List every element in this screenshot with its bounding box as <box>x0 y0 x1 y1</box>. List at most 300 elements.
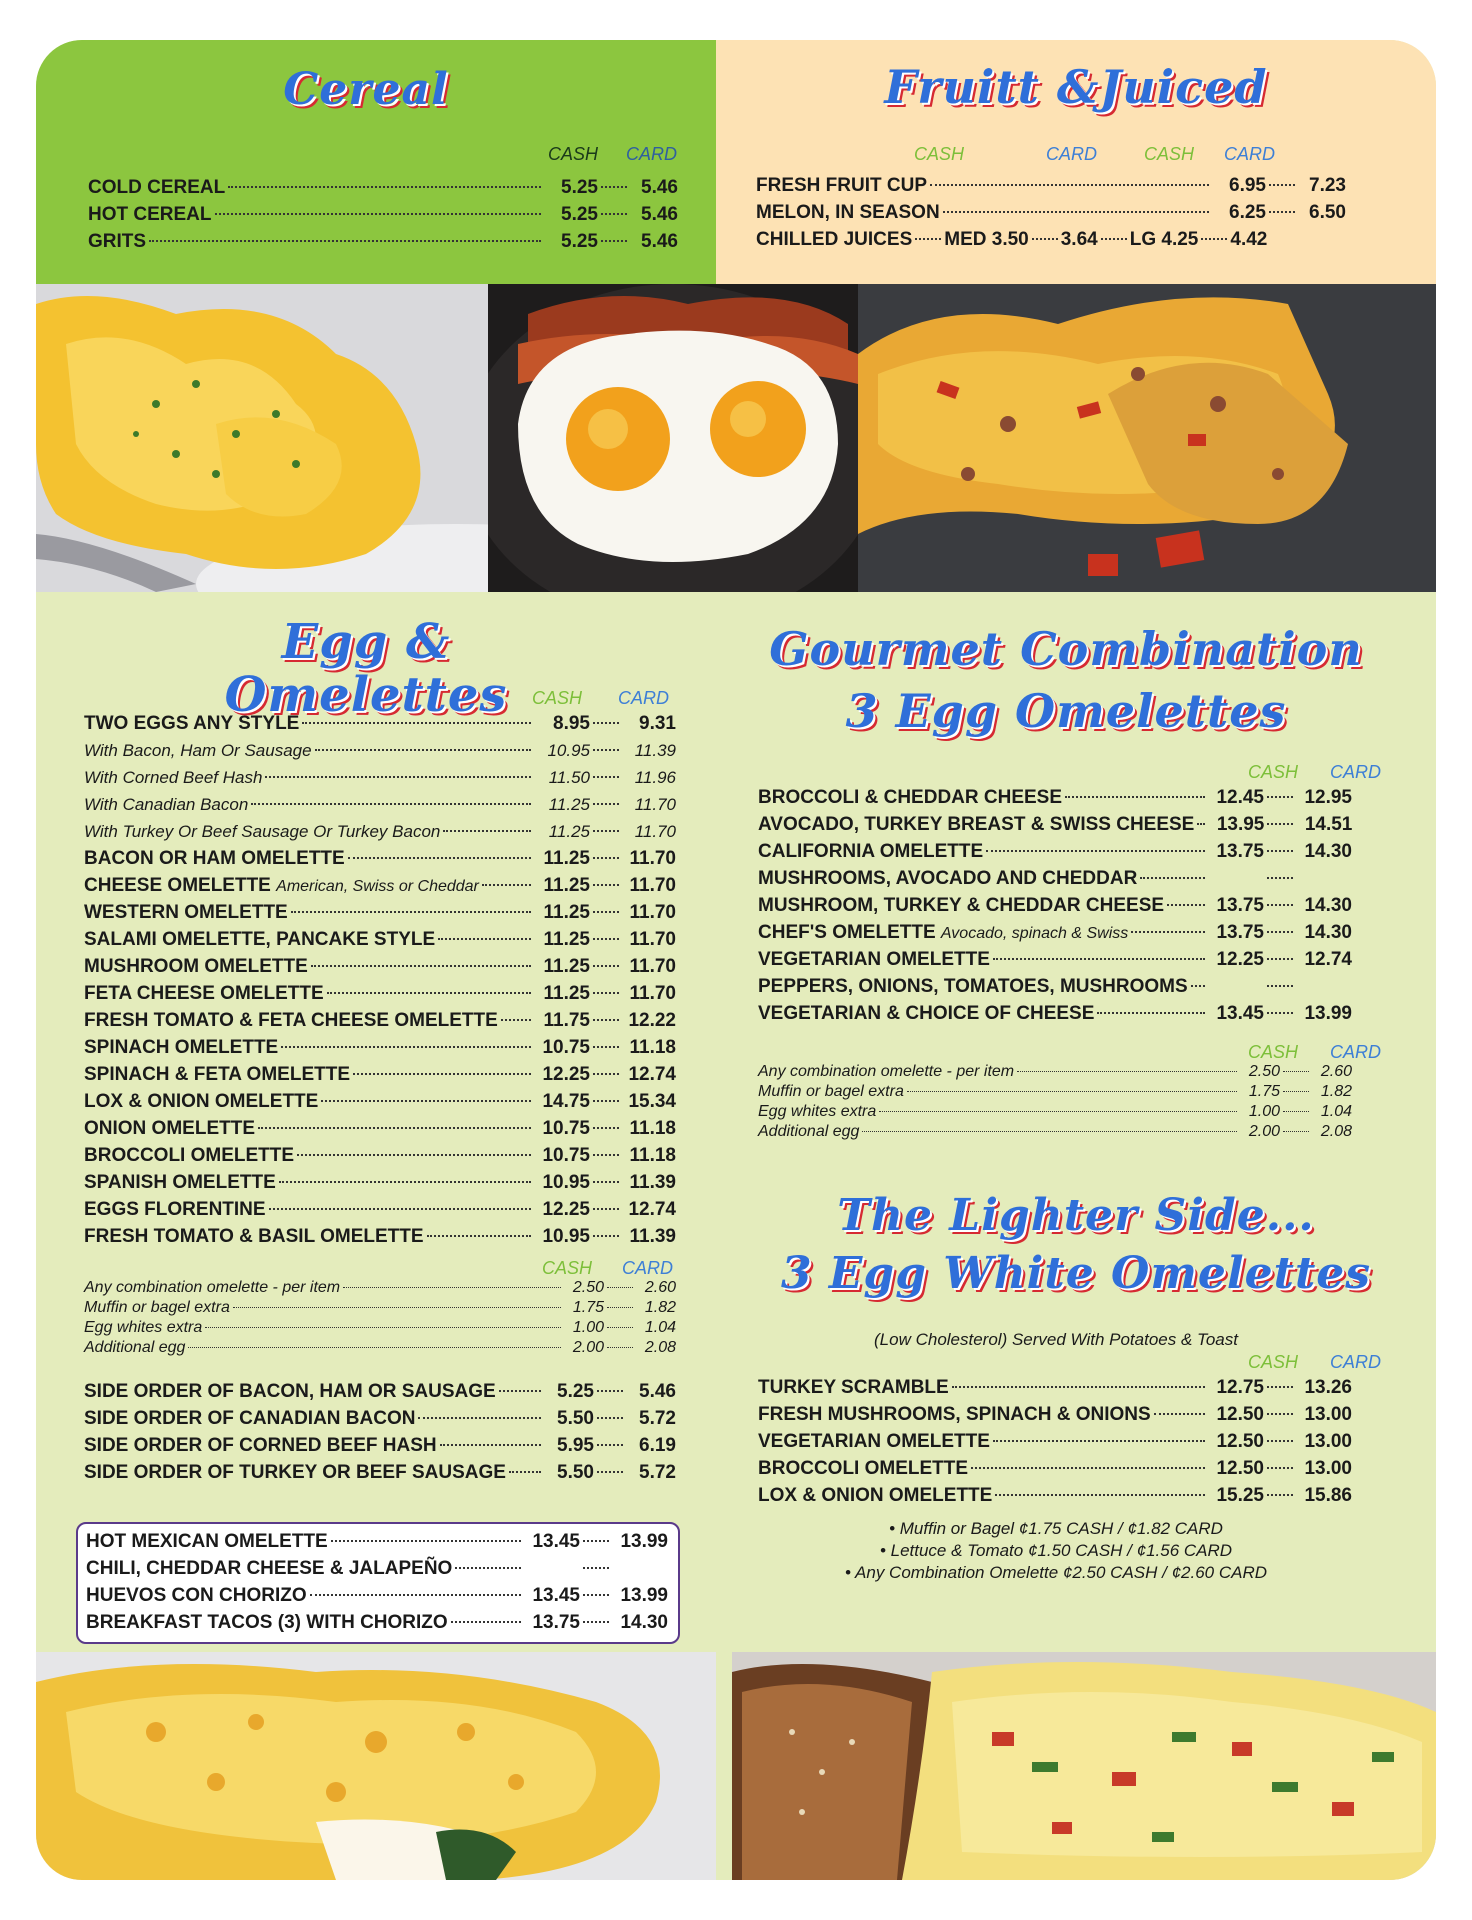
menu-item-row <box>84 953 676 980</box>
item-name <box>84 1061 350 1088</box>
item-name-text: COLD CEREAL <box>88 177 226 198</box>
item-name <box>84 1278 340 1298</box>
dot-leader <box>597 1417 623 1419</box>
cash-label: CASH <box>914 144 965 164</box>
dot-leader <box>593 749 619 751</box>
cash-price: 6.25 <box>1229 202 1266 223</box>
menu-item-row <box>86 1555 668 1582</box>
card-price: 13.00 <box>1304 1458 1352 1479</box>
cash-price: 11.25 <box>543 956 590 977</box>
cash-label: CASH <box>532 688 583 708</box>
item-name <box>758 1000 1094 1027</box>
eggs-price-headers <box>36 688 716 710</box>
card-price: 15.86 <box>1304 1485 1352 1506</box>
cash-price: 11.50 <box>548 768 590 787</box>
dot-leader <box>601 240 627 242</box>
dot-leader <box>327 992 531 994</box>
cash-label: CASH <box>542 1258 593 1278</box>
dot-leader <box>215 213 542 215</box>
dot-leader <box>583 1594 609 1596</box>
dot-leader <box>583 1567 609 1569</box>
dot-leader <box>279 1181 531 1183</box>
dot-leader <box>593 776 619 778</box>
card-price: 13.26 <box>1304 1377 1352 1398</box>
cash-label: CASH <box>1248 1352 1299 1372</box>
cereal-price-headers <box>36 144 716 166</box>
dot-leader <box>930 184 1209 186</box>
menu-item-row <box>84 1088 676 1115</box>
card-price: 13.99 <box>620 1585 668 1606</box>
menu-item-row <box>86 1609 668 1636</box>
gourmet-extras-headers <box>716 1042 1436 1064</box>
item-name-text: SALAMI OMELETTE, PANCAKE STYLE <box>84 929 436 950</box>
side-orders-list <box>84 1378 676 1486</box>
item-name-text: SPINACH OMELETTE <box>84 1037 279 1058</box>
menu-item-row <box>758 1062 1352 1082</box>
menu-item-row <box>84 926 676 953</box>
lighter-subtitle: (Low Cholesterol) Served With Potatoes & Toast <box>874 1330 1238 1349</box>
card-price: 11.70 <box>634 822 676 841</box>
dot-leader <box>943 211 1209 213</box>
dot-leader <box>251 803 531 805</box>
cash-price: 10.75 <box>542 1037 590 1058</box>
menu-item-row <box>84 1338 676 1358</box>
card-price: 11.70 <box>629 956 676 977</box>
cash-price: 13.75 <box>1216 922 1264 943</box>
dot-leader <box>593 992 619 994</box>
dot-leader <box>862 1131 1237 1132</box>
item-name-text: FRESH MUSHROOMS, SPINACH & ONIONS <box>758 1404 1151 1425</box>
item-name <box>84 1115 255 1142</box>
dot-leader <box>993 1440 1205 1442</box>
menu-item-row <box>88 174 678 201</box>
mexican-specials-list <box>86 1528 668 1636</box>
menu-item-row <box>758 946 1352 973</box>
item-name <box>84 1034 278 1061</box>
item-name-text: MELON, IN SEASON <box>756 202 940 223</box>
lighter-notes <box>756 1518 1356 1584</box>
dot-leader <box>321 1100 531 1102</box>
cash-price: 13.95 <box>1216 814 1265 835</box>
menu-item-row <box>758 865 1352 892</box>
card-price: 14.30 <box>1304 922 1352 943</box>
fruit-price-headers <box>716 144 1436 166</box>
card-price: 11.96 <box>634 768 676 787</box>
dot-leader <box>302 722 531 724</box>
item-name <box>84 1196 266 1223</box>
dot-leader <box>1267 850 1293 852</box>
item-name <box>758 892 1164 919</box>
item-name-text: VEGETARIAN OMELETTE <box>758 949 990 970</box>
cash-price: 11.25 <box>543 875 590 896</box>
medium-cash-price: MED 3.50 <box>944 229 1029 250</box>
dot-leader <box>1283 1131 1309 1132</box>
card-price: 13.00 <box>1304 1404 1352 1425</box>
card-price: 13.99 <box>1304 1003 1352 1024</box>
dot-leader <box>583 1621 609 1623</box>
card-price: 11.70 <box>629 848 676 869</box>
menu-item-row <box>758 784 1352 811</box>
item-name-text: AVOCADO, TURKEY BREAST & SWISS CHEESE <box>758 814 1195 835</box>
cash-price: 2.00 <box>1248 1123 1280 1140</box>
card-price: 11.70 <box>629 929 676 950</box>
cash-price: 5.25 <box>557 1381 594 1402</box>
item-name-text: Egg whites extra <box>84 1319 203 1336</box>
item-name-text: WESTERN OMELETTE <box>84 902 288 923</box>
item-name <box>84 1459 506 1486</box>
menu-page <box>36 40 1436 1880</box>
item-name <box>756 199 940 226</box>
cash-price: 1.75 <box>1248 1083 1280 1100</box>
item-name <box>84 1378 496 1405</box>
item-name <box>88 201 212 228</box>
dot-leader <box>583 1540 609 1542</box>
card-price: 14.30 <box>1304 895 1352 916</box>
dot-leader <box>1097 1012 1205 1014</box>
dot-leader <box>593 965 619 967</box>
dot-leader <box>499 1390 541 1392</box>
dot-leader <box>601 213 627 215</box>
menu-item-row <box>84 1196 676 1223</box>
item-name-text: LOX & ONION OMELETTE <box>758 1485 993 1506</box>
item-name <box>84 791 248 818</box>
item-name-text: VEGETARIAN OMELETTE <box>758 1431 990 1452</box>
cash-price: 12.75 <box>1216 1377 1264 1398</box>
dot-leader <box>593 1181 619 1183</box>
menu-item-row <box>758 1102 1352 1122</box>
menu-item-row <box>84 737 676 764</box>
gourmet-list <box>758 784 1352 1027</box>
card-price: 15.34 <box>628 1091 676 1112</box>
item-name-text: Any combination omelette - per item <box>758 1063 1015 1080</box>
item-name <box>84 1432 437 1459</box>
cash-price: 5.25 <box>561 177 598 198</box>
dot-leader <box>593 722 619 724</box>
item-name <box>758 1455 968 1482</box>
cash-price: 6.95 <box>1229 175 1266 196</box>
gourmet-title-line2: 3 Egg Omelettes <box>845 684 1287 738</box>
dot-leader <box>1267 1386 1293 1388</box>
item-name-text: FRESH TOMATO & BASIL OMELETTE <box>84 1226 424 1247</box>
cash-price: 1.00 <box>572 1319 604 1336</box>
dot-leader <box>597 1471 623 1473</box>
card-label: CARD <box>626 144 678 164</box>
item-name <box>86 1582 307 1609</box>
card-price: 5.72 <box>639 1408 676 1429</box>
gourmet-price-headers <box>716 762 1436 784</box>
menu-item-row <box>84 872 676 899</box>
menu-item-row <box>758 1000 1352 1027</box>
menu-item-row <box>84 1459 676 1486</box>
dot-leader <box>593 830 619 832</box>
menu-item-row <box>84 818 676 845</box>
dot-leader <box>269 1208 531 1210</box>
card-price: 2.60 <box>1320 1063 1352 1080</box>
dot-leader <box>291 911 531 913</box>
dot-leader <box>593 1127 619 1129</box>
card-price: 11.70 <box>634 795 676 814</box>
card-price: 6.50 <box>1309 202 1346 223</box>
medium-card-price: 3.64 <box>1060 229 1098 250</box>
menu-item-row <box>84 1278 676 1298</box>
item-name <box>86 1609 448 1636</box>
item-name-text: SPANISH OMELETTE <box>84 1172 276 1193</box>
cash-price: 11.25 <box>543 902 590 923</box>
item-name-text: MUSHROOMS, AVOCADO AND CHEDDAR <box>758 868 1138 889</box>
dot-leader <box>427 1235 531 1237</box>
menu-item-row <box>84 1378 676 1405</box>
item-name <box>84 764 262 791</box>
item-name <box>84 1338 185 1358</box>
card-price: 14.51 <box>1304 814 1353 835</box>
card-price: 5.72 <box>639 1462 676 1483</box>
dot-leader <box>986 850 1205 852</box>
item-name-text: SIDE ORDER OF BACON, HAM OR SAUSAGE <box>84 1381 496 1402</box>
dot-leader <box>607 1327 633 1328</box>
dot-leader <box>331 1540 521 1542</box>
gourmet-title-line1: Gourmet Combination <box>769 622 1363 676</box>
lighter-price-headers <box>716 1352 1436 1374</box>
card-price: 2.60 <box>644 1279 676 1296</box>
item-name <box>88 174 225 201</box>
item-name-text: HOT MEXICAN OMELETTE <box>86 1531 328 1552</box>
cereal-section <box>36 40 716 284</box>
card-price: 5.46 <box>641 177 678 198</box>
dot-leader <box>593 803 619 805</box>
item-description: Avocado, spinach & Swiss <box>940 925 1129 942</box>
item-name-text: BROCCOLI OMELETTE <box>84 1145 295 1166</box>
dot-leader <box>482 884 531 886</box>
item-name-text: HUEVOS CON CHORIZO <box>86 1585 307 1606</box>
menu-item-row <box>86 1528 668 1555</box>
card-price: 5.46 <box>641 204 678 225</box>
item-name <box>756 172 927 199</box>
dot-leader <box>993 958 1205 960</box>
item-name-text: FRESH FRUIT CUP <box>756 175 927 196</box>
dot-leader <box>1267 796 1293 798</box>
cash-price: 10.75 <box>542 1118 590 1139</box>
menu-item-row <box>758 1122 1352 1142</box>
item-name-text: LOX & ONION OMELETTE <box>84 1091 319 1112</box>
menu-item-row <box>84 1169 676 1196</box>
cash-price: 12.25 <box>542 1064 590 1085</box>
menu-item-row <box>758 1374 1352 1401</box>
item-name-text: Egg whites extra <box>758 1103 877 1120</box>
item-name <box>84 1223 424 1250</box>
cash-label: CASH <box>1248 1042 1299 1062</box>
menu-item-row <box>758 1401 1352 1428</box>
cash-price: 1.75 <box>572 1299 604 1316</box>
menu-item-row <box>758 919 1352 946</box>
item-name <box>84 1298 230 1318</box>
menu-item-row <box>84 1034 676 1061</box>
card-price: 11.18 <box>629 1145 676 1166</box>
item-name <box>84 1169 276 1196</box>
item-name <box>758 973 1188 1000</box>
card-price: 2.08 <box>1320 1123 1352 1140</box>
card-label: CARD <box>1224 144 1276 164</box>
item-name <box>84 710 299 737</box>
item-name-text: With Turkey Or Beef Sausage Or Turkey Bacon <box>84 822 441 841</box>
item-name-text: GRITS <box>88 231 147 252</box>
cash-price: 5.25 <box>561 231 598 252</box>
dot-leader <box>1267 1494 1293 1496</box>
item-name-text: FRESH TOMATO & FETA CHEESE OMELETTE <box>84 1010 498 1031</box>
card-price: 1.82 <box>644 1299 676 1316</box>
cereal-title: Cereal <box>283 64 449 115</box>
menu-item-row <box>84 1432 676 1459</box>
cash-price: 11.25 <box>543 929 590 950</box>
item-name <box>758 811 1194 838</box>
item-name-text: With Bacon, Ham Or Sausage <box>84 741 312 760</box>
item-name <box>758 1102 876 1122</box>
menu-item-row <box>84 1223 676 1250</box>
dot-leader <box>353 1073 531 1075</box>
menu-item-row <box>84 1061 676 1088</box>
cash-price: 10.95 <box>547 741 590 760</box>
dot-leader <box>1267 904 1293 906</box>
dot-leader <box>1167 904 1205 906</box>
fried-eggs-bacon-photo <box>488 284 858 592</box>
dot-leader <box>1283 1091 1309 1092</box>
cash-label: CASH <box>1248 762 1299 782</box>
menu-item-row <box>758 1082 1352 1102</box>
fruit-list <box>756 172 1346 253</box>
item-name-text: Additional egg <box>84 1339 186 1356</box>
menu-item-row <box>88 228 678 255</box>
dot-leader <box>1101 238 1127 240</box>
dot-leader <box>258 1127 531 1129</box>
cash-price: 10.75 <box>542 1145 590 1166</box>
item-name <box>758 1082 904 1102</box>
dot-leader <box>1032 238 1058 240</box>
dot-leader <box>593 1046 619 1048</box>
item-name-text: BROCCOLI & CHEDDAR CHEESE <box>758 787 1063 808</box>
card-price: 13.99 <box>620 1531 668 1552</box>
dot-leader <box>451 1621 521 1623</box>
item-name-text: MUSHROOM, TURKEY & CHEDDAR CHEESE <box>758 895 1165 916</box>
dot-leader <box>1140 877 1205 879</box>
item-name-text: Muffin or bagel extra <box>84 1299 230 1316</box>
card-price: 12.95 <box>1304 787 1352 808</box>
item-name <box>758 1062 1014 1082</box>
dot-leader <box>233 1307 561 1308</box>
card-price: 7.23 <box>1309 175 1346 196</box>
menu-item-row <box>84 1007 676 1034</box>
egg-white-omelette-toast-photo <box>732 1652 1436 1880</box>
card-price: 5.46 <box>639 1381 676 1402</box>
card-price: 1.82 <box>1320 1083 1352 1100</box>
menu-item-row <box>84 1115 676 1142</box>
card-price: 9.31 <box>639 713 676 734</box>
card-price: 6.19 <box>639 1435 676 1456</box>
menu-item-row <box>756 172 1346 199</box>
dot-leader <box>1191 985 1205 987</box>
item-name <box>84 1007 498 1034</box>
card-price: 11.18 <box>629 1037 676 1058</box>
omelette-photo <box>858 284 1436 592</box>
item-name-text: ONION OMELETTE <box>84 1118 255 1139</box>
item-name-text: SIDE ORDER OF CORNED BEEF HASH <box>84 1435 437 1456</box>
eggs-list <box>84 710 676 1250</box>
item-name <box>88 228 146 255</box>
item-name: CHILLED JUICES <box>756 229 913 250</box>
item-name <box>758 1401 1151 1428</box>
dot-leader <box>1065 796 1205 798</box>
item-name-text: BROCCOLI OMELETTE <box>758 1458 969 1479</box>
dot-leader <box>1197 823 1205 825</box>
item-name-text: Any combination omelette - per item <box>84 1279 341 1296</box>
dot-leader <box>601 186 627 188</box>
cash-price: 13.75 <box>1216 841 1264 862</box>
cash-price: 12.50 <box>1216 1431 1264 1452</box>
item-name-text: HOT CEREAL <box>88 204 212 225</box>
large-card-price: 4.42 <box>1230 229 1268 250</box>
cash-price: 11.75 <box>543 1010 590 1031</box>
item-name-text: EGGS FLORENTINE <box>84 1199 266 1220</box>
dot-leader <box>455 1567 521 1569</box>
dot-leader <box>1269 211 1295 213</box>
card-price: 11.39 <box>629 1172 676 1193</box>
cash-price: 10.95 <box>542 1172 590 1193</box>
cash-price: 8.95 <box>553 713 590 734</box>
dot-leader <box>593 1235 619 1237</box>
cash-price: 11.25 <box>543 983 590 1004</box>
card-price: 11.18 <box>629 1118 676 1139</box>
cash-price: 11.25 <box>548 795 590 814</box>
item-name <box>84 899 288 926</box>
cash-price: 2.50 <box>1248 1063 1280 1080</box>
dot-leader <box>879 1111 1237 1112</box>
cash-price: 13.75 <box>532 1612 580 1633</box>
item-name-text: CALIFORNIA OMELETTE <box>758 841 984 862</box>
gourmet-extras-list <box>758 1062 1352 1142</box>
dot-leader <box>228 186 541 188</box>
menu-item-row <box>84 899 676 926</box>
item-name <box>758 919 1128 947</box>
note-line: • Lettuce & Tomato ¢1.50 CASH / ¢1.56 CARD <box>879 1541 1233 1560</box>
item-name <box>84 845 345 872</box>
menu-item-row <box>84 1142 676 1169</box>
card-price: 11.70 <box>629 875 676 896</box>
cash-price: 1.00 <box>1248 1103 1280 1120</box>
dot-leader <box>343 1287 561 1288</box>
item-name <box>86 1555 452 1582</box>
card-label: CARD <box>1330 1042 1382 1062</box>
item-name <box>758 1428 990 1455</box>
cash-price: 15.25 <box>1216 1485 1264 1506</box>
card-price: 12.22 <box>628 1010 676 1031</box>
item-name <box>758 1482 992 1509</box>
dot-leader <box>1267 823 1293 825</box>
card-price: 12.74 <box>628 1199 676 1220</box>
cereal-list <box>88 174 678 255</box>
card-price: 12.74 <box>1304 949 1352 970</box>
fruit-juice-section <box>716 40 1436 284</box>
card-label: CARD <box>618 688 670 708</box>
cash-price: 12.25 <box>1216 949 1264 970</box>
item-name <box>84 953 308 980</box>
dot-leader <box>1267 958 1293 960</box>
cash-price: 12.50 <box>1216 1404 1264 1425</box>
item-name <box>758 865 1137 892</box>
card-label: CARD <box>622 1258 674 1278</box>
menu-item-row <box>88 201 678 228</box>
cash-price: 11.25 <box>543 848 590 869</box>
item-name <box>84 872 479 900</box>
eggs-extras-list <box>84 1278 676 1358</box>
cash-price: 10.95 <box>542 1226 590 1247</box>
